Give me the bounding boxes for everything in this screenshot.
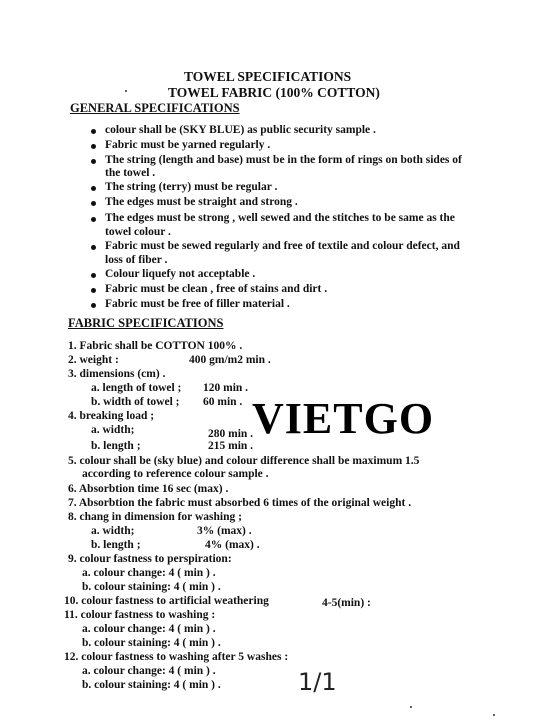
fabric-item-8: 8. chang in dimension for washing ; (68, 511, 242, 523)
fabric-item-9: 9. colour fastness to perspiration: (68, 553, 232, 565)
fabric-item-5: 5. colour shall be (sky blue) and colour difference shall be maximum 1.5 (68, 455, 420, 467)
fabric-item-4: 4. breaking load ; (68, 410, 155, 422)
fabric-item-3a-label: a. length of towel ; (91, 382, 182, 394)
page-number: 1/1 (298, 668, 337, 696)
fabric-item-12b: b. colour staining: 4 ( min ) . (82, 679, 221, 691)
general-item-8: Colour liquefy not acceptable . (105, 268, 256, 280)
fabric-item-10-value: 4-5(min) : (322, 597, 371, 609)
fabric-specifications-heading: FABRIC SPECIFICATIONS (68, 316, 224, 330)
general-item-3: The string (length and base) must be in the form of rings on both sides of (105, 154, 462, 166)
fabric-item-9a: a. colour change: 4 ( min ) . (82, 567, 216, 579)
fabric-item-2-value: 400 gm/m2 min . (189, 354, 271, 366)
general-item-6-cont: towel colour . (105, 226, 171, 238)
fabric-item-3a-value: 120 min . (203, 382, 249, 394)
general-item-4: The string (terry) must be regular . (105, 181, 278, 193)
scan-speck (493, 714, 495, 716)
bullet-icon (91, 186, 96, 191)
fabric-item-7: 7. Absorbtion the fabric must absorbed 6 times of the original weight . (68, 497, 412, 509)
bullet-icon (91, 129, 96, 134)
bullet-icon (91, 288, 96, 293)
general-item-1: colour shall be (SKY BLUE) as public security sample . (105, 124, 376, 136)
fabric-item-8b-value: 4% (max) . (205, 539, 260, 551)
fabric-item-8b-label: b. length ; (91, 539, 141, 551)
general-item-7-cont: loss of fiber . (105, 254, 168, 266)
fabric-item-1: 1. Fabric shall be COTTON 100% . (68, 340, 243, 352)
fabric-item-8a-label: a. width; (91, 525, 135, 537)
scan-speck (410, 706, 412, 708)
bullet-icon (91, 273, 96, 278)
bullet-icon (91, 159, 96, 164)
fabric-item-4b-label: b. length ; (91, 440, 141, 452)
document-title: TOWEL SPECIFICATIONS (184, 69, 352, 84)
fabric-item-11a: a. colour change: 4 ( min ) . (82, 623, 216, 635)
bullet-icon (91, 144, 96, 149)
scan-speck (125, 90, 127, 92)
general-item-10: Fabric must be free of filler material . (105, 298, 290, 310)
general-item-5: The edges must be straight and strong . (105, 196, 298, 208)
bullet-icon (91, 245, 96, 250)
general-item-2: Fabric must be yarned regularly . (105, 139, 271, 151)
fabric-item-8a-value: 3% (max) . (197, 525, 252, 537)
fabric-item-11: 11. colour fastness to washing : (64, 609, 216, 621)
fabric-item-12a: a. colour change: 4 ( min ) . (82, 665, 216, 677)
general-item-3-cont: the towel . (105, 167, 156, 179)
general-item-7: Fabric must be sewed regularly and free of textile and colour defect, and (105, 240, 460, 252)
fabric-item-12: 12. colour fastness to washing after 5 washes : (64, 651, 289, 663)
bullet-icon (91, 303, 96, 308)
fabric-item-10-label: 10. colour fastness to artificial weathering (64, 595, 269, 607)
general-item-9: Fabric must be clean , free of stains and dirt . (105, 283, 328, 295)
general-specifications-heading: GENERAL SPECIFICATIONS (70, 101, 240, 115)
bullet-icon (91, 217, 96, 222)
fabric-item-3b-label: b. width of towel ; (91, 396, 180, 408)
fabric-item-3: 3. dimensions (cm) . (68, 368, 166, 380)
fabric-item-9b: b. colour staining: 4 ( min ) . (82, 581, 221, 593)
fabric-item-5-cont: according to reference colour sample . (82, 468, 269, 480)
fabric-item-4a-value: 280 min . (208, 428, 254, 440)
fabric-item-6: 6. Absorbtion time 16 sec (max) . (68, 483, 229, 495)
fabric-item-2-label: 2. weight : (68, 354, 119, 366)
document-subtitle: TOWEL FABRIC (100% COTTON) (168, 85, 380, 100)
bullet-icon (91, 201, 96, 206)
vietgo-watermark: VIETGO (252, 394, 435, 443)
fabric-item-4a-label: a. width; (91, 424, 135, 436)
fabric-item-4b-value: 215 min . (208, 440, 254, 452)
fabric-item-3b-value: 60 min . (203, 396, 243, 408)
general-item-6: The edges must be strong , well sewed and the stitches to be same as the (105, 212, 455, 224)
fabric-item-11b: b. colour staining: 4 ( min ) . (82, 637, 221, 649)
